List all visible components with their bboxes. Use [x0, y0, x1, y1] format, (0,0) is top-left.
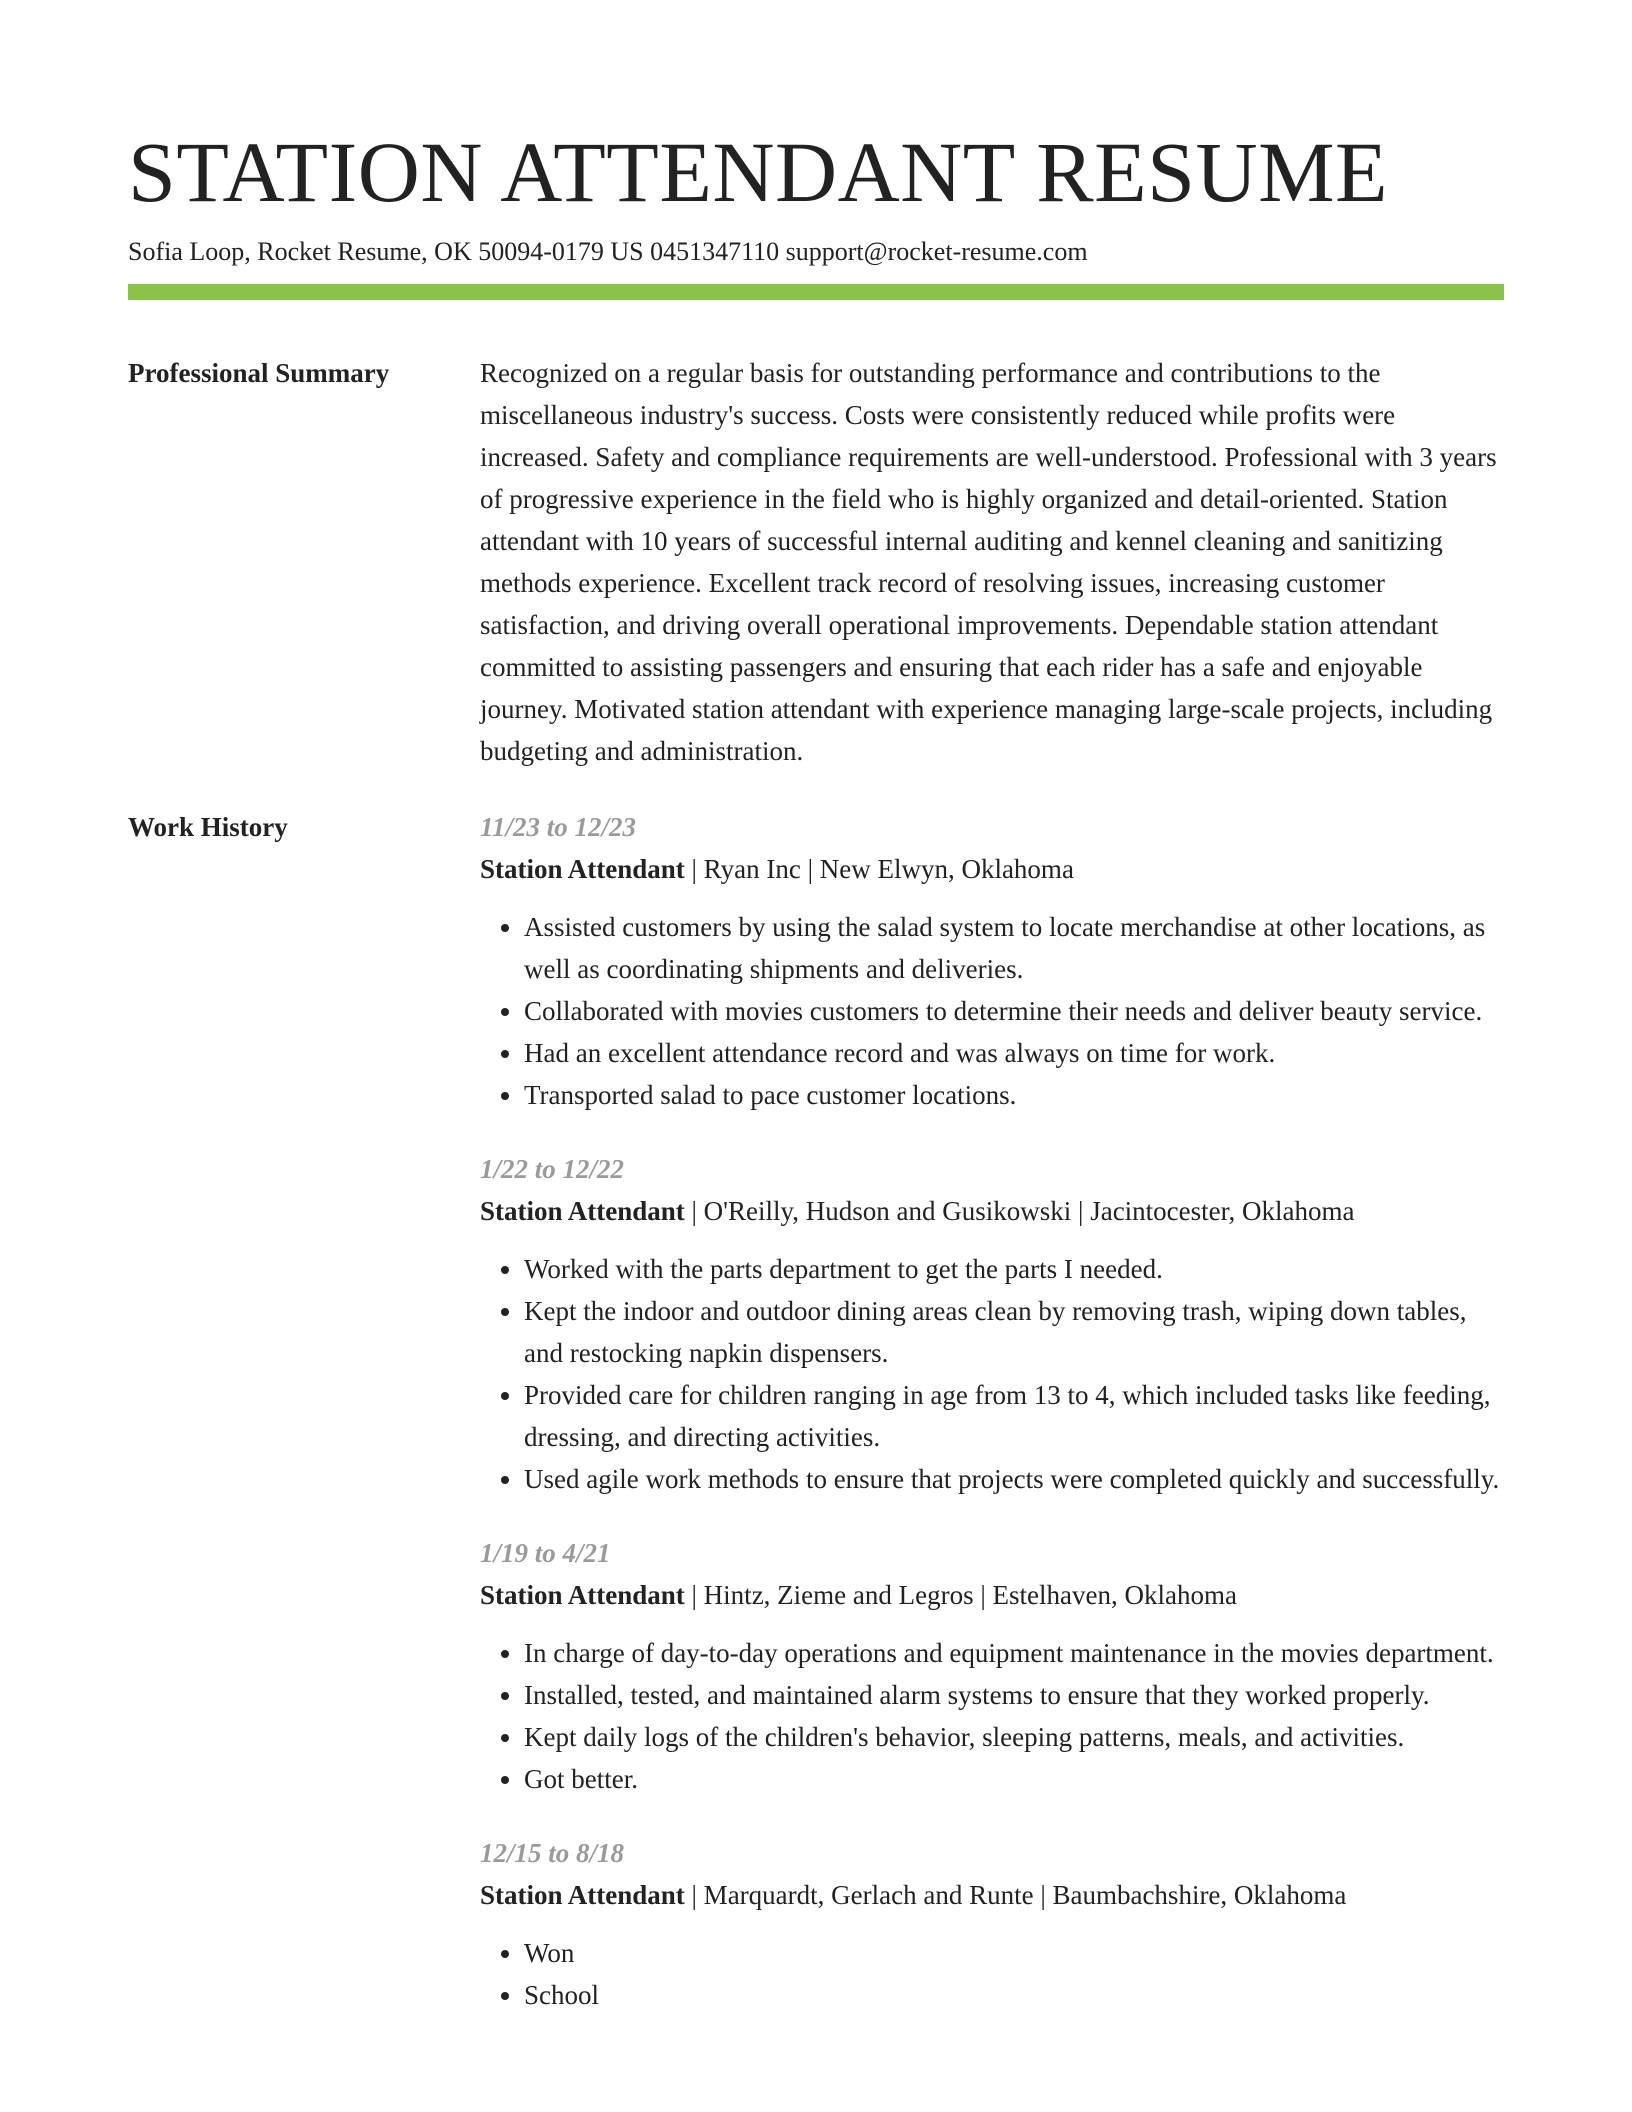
job-bullets	[480, 1932, 1504, 2016]
job-title: Station Attendant	[480, 1880, 685, 1910]
job-bullet: • Won	[524, 1932, 1504, 1974]
job-bullet: • Used agile work methods to ensure that projects were completed quickly and successfully.	[524, 1458, 1504, 1500]
job-entry	[480, 1532, 1504, 1800]
job-title: Station Attendant	[480, 854, 685, 884]
job-bullet: • Kept the indoor and outdoor dining areas clean by removing trash, wiping down tables, and restocking napkin dispensers.	[524, 1290, 1504, 1374]
job-dates: 1/19 to 4/21	[480, 1538, 611, 1568]
job-bullet: • In charge of day-to-day operations and equipment maintenance in the movies department.	[524, 1632, 1504, 1674]
job-dates: 12/15 to 8/18	[480, 1838, 625, 1868]
job-heading	[480, 1874, 1504, 1916]
summary-content	[480, 352, 1504, 772]
job-bullet: • School	[524, 1974, 1504, 2016]
professional-summary-section	[128, 352, 1504, 772]
job-bullet: • Had an excellent attendance record and was always on time for work.	[524, 1032, 1504, 1074]
job-heading	[480, 1574, 1504, 1616]
job-bullets	[480, 1248, 1504, 1500]
job-bullet: • Kept daily logs of the children's behavior, sleeping patterns, meals, and activities.	[524, 1716, 1504, 1758]
job-entry	[480, 806, 1504, 1116]
job-dates: 1/22 to 12/22	[480, 1154, 625, 1184]
job-bullet: • Installed, tested, and maintained alarm systems to ensure that they worked properly.	[524, 1674, 1504, 1716]
summary-text: Recognized on a regular basis for outstanding performance and contributions to the miscellaneous industry's success. Costs were consistently reduced while profits were increased. Safety and compliance requirements are well-understood. Professional with 3 years of progressive experience in the field who is highly organized and detail-oriented. Station attendant with 10 years of successful internal auditing and kennel cleaning and sanitizing methods experience. Excellent track record of resolving issues, increasing customer satisfaction, and driving overall operational improvements. Dependable station attendant committed to assisting passengers and ensuring that each rider has a safe and enjoyable journey. Motivated station attendant with experience managing large-scale projects, including budgeting and administration.	[480, 358, 1497, 766]
job-entry	[480, 1832, 1504, 2016]
job-title: Station Attendant	[480, 1196, 685, 1226]
work-history-section	[128, 806, 1504, 2048]
contact-line: Sofia Loop, Rocket Resume, OK 50094-0179 US 0451347110 support@rocket-resume.com	[128, 237, 1088, 266]
job-details: | Hintz, Zieme and Legros | Estelhaven, Oklahoma	[684, 1580, 1237, 1610]
job-dates: 11/23 to 12/23	[480, 812, 637, 842]
work-history-content	[480, 806, 1504, 2048]
job-heading	[480, 1190, 1504, 1232]
job-bullet: • Worked with the parts department to get the parts I needed.	[524, 1248, 1504, 1290]
job-bullet: • Transported salad to pace customer locations.	[524, 1074, 1504, 1116]
job-entry	[480, 1148, 1504, 1500]
resume-page	[128, 0, 1504, 2048]
job-details: | Marquardt, Gerlach and Runte | Baumbachshire, Oklahoma	[684, 1880, 1347, 1910]
job-details: | O'Reilly, Hudson and Gusikowski | Jacintocester, Oklahoma	[684, 1196, 1355, 1226]
job-bullet: • Provided care for children ranging in age from 13 to 4, which included tasks like feeding, dressing, and directing activities.	[524, 1374, 1504, 1458]
section-label-work-history: Work History	[128, 812, 288, 842]
resume-title: STATION ATTENDANT RESUME	[128, 124, 1389, 220]
job-bullet: • Collaborated with movies customers to determine their needs and deliver beauty service.	[524, 990, 1504, 1032]
job-title: Station Attendant	[480, 1580, 685, 1610]
job-bullets	[480, 906, 1504, 1116]
header-divider	[128, 284, 1504, 300]
job-bullet: • Got better.	[524, 1758, 1504, 1800]
section-label-summary: Professional Summary	[128, 358, 390, 388]
job-details: | Ryan Inc | New Elwyn, Oklahoma	[684, 854, 1074, 884]
job-bullet: • Assisted customers by using the salad system to locate merchandise at other locations, as well as coordinating shipments and deliveries.	[524, 906, 1504, 990]
job-heading	[480, 848, 1504, 890]
job-bullets	[480, 1632, 1504, 1800]
